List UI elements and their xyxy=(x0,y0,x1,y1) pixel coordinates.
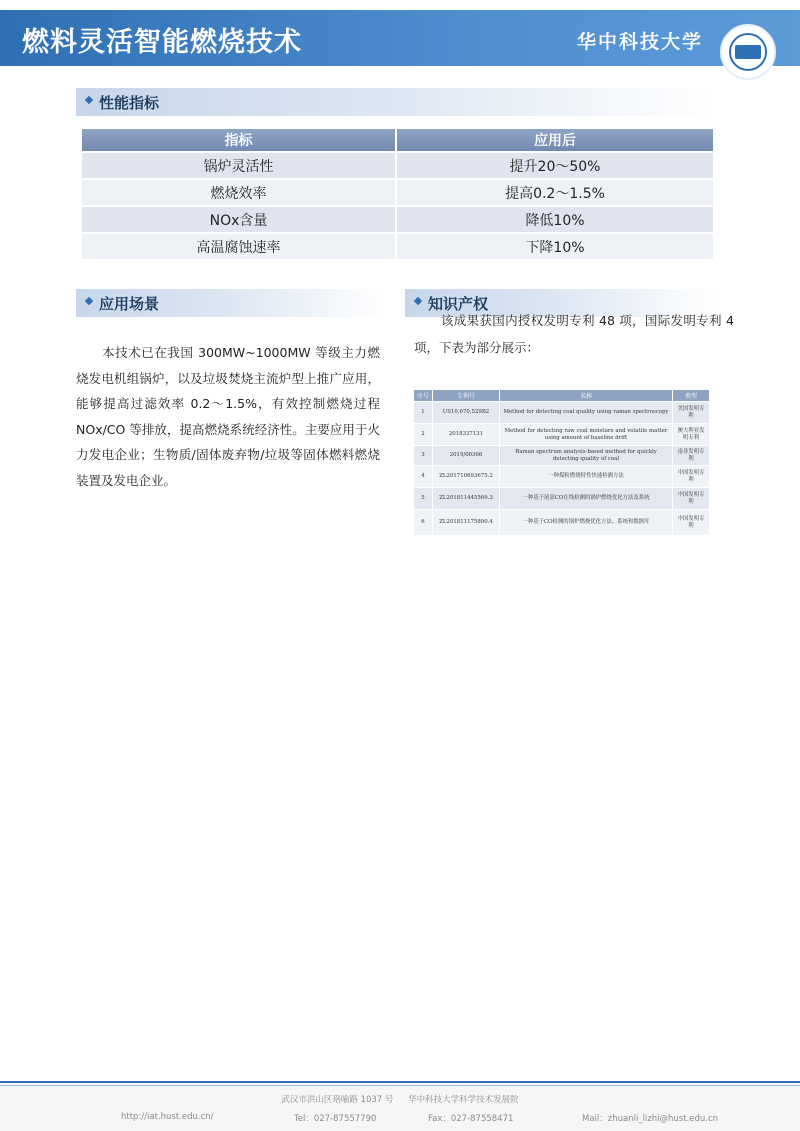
footer-website-link[interactable]: http://iat.hust.edu.cn/ xyxy=(121,1112,214,1122)
column-header-type: 类型 xyxy=(673,390,710,402)
patent-table xyxy=(413,389,710,536)
table-cell: 澳大利亚发明专利 xyxy=(673,424,710,446)
table-row xyxy=(414,488,710,510)
table-cell: 提升20～50% xyxy=(397,151,713,178)
column-header-name: 名称 xyxy=(500,390,673,402)
table-row xyxy=(82,178,713,205)
footer-divider xyxy=(0,1081,800,1083)
diamond-bullet-icon xyxy=(85,297,93,305)
table-row xyxy=(414,402,710,424)
page-footer xyxy=(0,1087,800,1131)
footer-telephone: Tel：027-87557790 xyxy=(294,1114,377,1124)
table-row xyxy=(414,510,710,536)
table-cell: Raman spectrum analysis-based method for quickly detecting quality of coal xyxy=(500,446,673,466)
table-cell: 一种基于CO检测的锅炉燃烧优化方法、系统和数据库 xyxy=(500,510,673,536)
hust-seal-logo-icon xyxy=(720,24,776,80)
section-heading-application xyxy=(76,289,386,317)
table-cell: 1 xyxy=(414,402,433,424)
ip-paragraph: 该成果获国内授权发明专利 48 项，国际发明专利 4 项，下表为部分展示： xyxy=(414,313,734,355)
table-cell: Method for detecting raw coal moisture and volatile matter using amount of baseline drift xyxy=(500,424,673,446)
column-header-after: 应用后 xyxy=(397,129,713,151)
table-cell: 燃烧效率 xyxy=(82,178,397,205)
table-cell: 2 xyxy=(414,424,433,446)
table-row xyxy=(82,151,713,178)
table-cell: 5 xyxy=(414,488,433,510)
table-cell: 南非发明专利 xyxy=(673,446,710,466)
footer-org: 华中科技大学科学技术发展院 xyxy=(408,1095,519,1105)
table-cell: 高温腐蚀速率 xyxy=(82,232,397,259)
column-header-indicator: 指标 xyxy=(82,129,397,151)
table-cell: 锅炉灵活性 xyxy=(82,151,397,178)
table-cell: 2019/00366 xyxy=(433,446,500,466)
application-paragraph: 本技术已在我国 300MW~1000MW 等级主力燃烧发电机组锅炉，以及垃圾焚烧主流炉型上推广应用，能够提高过滤效率 0.2～1.5%，有效控制燃烧过程NOx/CO 等排放，提高燃烧系统经济性。主要应用于火力发电企业；生物质/固体废弃物/垃圾等固体燃料燃烧装置及发电企业。 xyxy=(76,345,380,488)
table-cell: 一种煤粉燃烧特性快速检测方法 xyxy=(500,466,673,488)
table-cell: 4 xyxy=(414,466,433,488)
table-cell: 美国发明专利 xyxy=(673,402,710,424)
footer-address-line xyxy=(0,1093,800,1105)
table-cell: 中国发明专利 xyxy=(673,488,710,510)
diamond-bullet-icon xyxy=(85,96,93,104)
table-cell: 中国发明专利 xyxy=(673,466,710,488)
footer-email[interactable]: Mail：zhuanli_lizhi@hust.edu.cn xyxy=(582,1114,719,1124)
table-cell: 3 xyxy=(414,446,433,466)
table-cell: 6 xyxy=(414,510,433,536)
table-cell: ZL201710693675.2 xyxy=(433,466,500,488)
section-heading-performance xyxy=(76,88,716,116)
table-row xyxy=(82,205,713,232)
university-name: 华中科技大学 xyxy=(577,31,704,53)
footer-fax: Fax：027-87558471 xyxy=(428,1114,514,1124)
section-title-performance: 性能指标 xyxy=(99,94,160,112)
table-cell: ZL201811175890.4 xyxy=(433,510,500,536)
table-cell: NOx含量 xyxy=(82,205,397,232)
diamond-bullet-icon xyxy=(414,297,422,305)
performance-table xyxy=(82,129,713,259)
section-title-application: 应用场景 xyxy=(99,295,160,313)
table-cell: 降低10% xyxy=(397,205,713,232)
section-title-ip: 知识产权 xyxy=(428,295,489,313)
table-cell: ZL201811445569.3 xyxy=(433,488,500,510)
table-cell: 2018337131 xyxy=(433,424,500,446)
table-cell: 提高0.2～1.5% xyxy=(397,178,713,205)
table-row xyxy=(82,232,713,259)
column-header-no: 序号 xyxy=(414,390,433,402)
table-cell: 下降10% xyxy=(397,232,713,259)
footer-address: 武汉市洪山区珞喻路 1037 号 xyxy=(281,1095,394,1105)
table-cell: US10,670,529B2 xyxy=(433,402,500,424)
column-header-patent-id: 专利号 xyxy=(433,390,500,402)
table-row xyxy=(414,446,710,466)
page-header xyxy=(0,10,800,66)
footer-divider-thin xyxy=(0,1085,800,1086)
table-cell: 一种基于尾部CO在线检测的锅炉燃烧优化方法及系统 xyxy=(500,488,673,510)
table-row xyxy=(414,466,710,488)
table-cell: 中国发明专利 xyxy=(673,510,710,536)
table-cell: Method for detecting coal quality using raman spectroscopy xyxy=(500,402,673,424)
page-title: 燃料灵活智能燃烧技术 xyxy=(22,27,302,58)
table-row xyxy=(414,424,710,446)
